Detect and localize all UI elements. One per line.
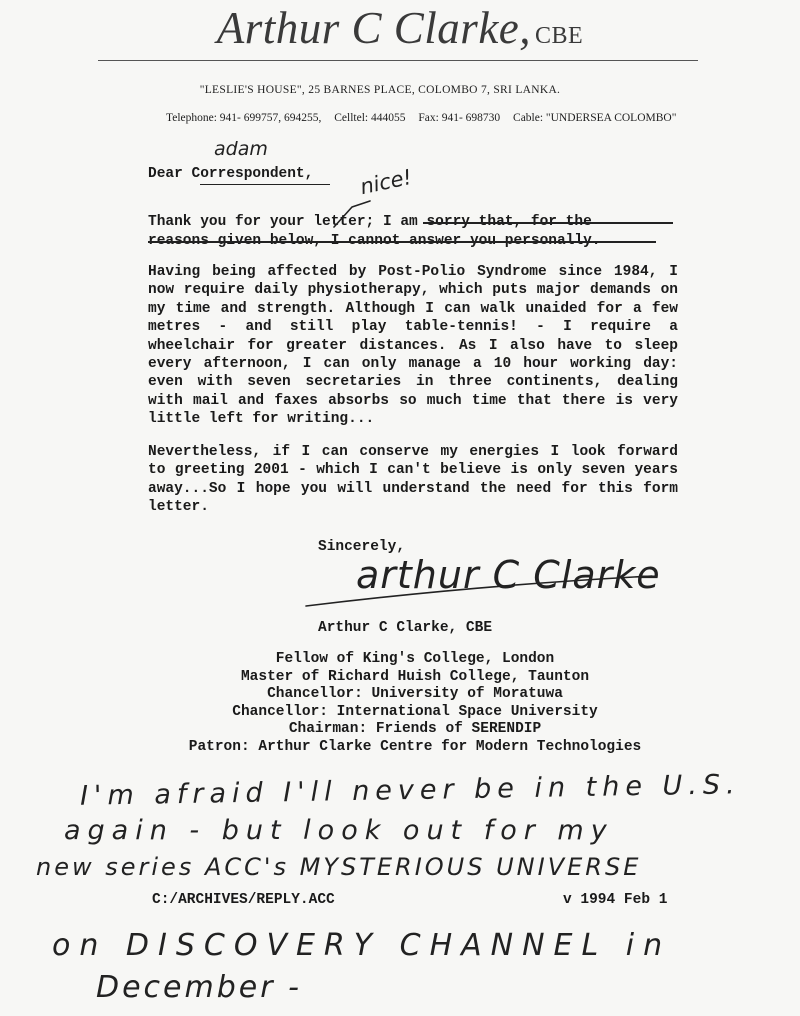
cable: Cable: "UNDERSEA COLOMBO" (513, 112, 677, 124)
opening-struck-1: I am sorry that, for the (382, 214, 592, 230)
signature-name: Arthur C Clarke, CBE (318, 620, 493, 636)
letterhead-contact (166, 112, 686, 124)
salutation (148, 166, 313, 182)
fax: Fax: 941- 698730 (418, 112, 501, 124)
opening-kept: Thank you for your letter; (148, 214, 375, 230)
telephone: Telephone: 941- 699757, 694255, (166, 112, 322, 124)
title-item: Master of Richard Huish College, Taunton (240, 668, 590, 685)
handwritten-note-line-4: on DISCOVERY CHANNEL in (52, 928, 672, 963)
strike-line-1 (423, 222, 673, 224)
closing: Sincerely, (318, 539, 406, 555)
body-paragraph-2 (148, 443, 678, 517)
letterhead-name (0, 2, 800, 54)
handwritten-note-line-3: new series ACC's MYSTERIOUS UNIVERSE (36, 853, 642, 881)
titles-list (150, 651, 680, 756)
title-item: Patron: Arthur Clarke Centre for Modern Technologies (188, 738, 642, 755)
handwritten-signature: arthur C Clarke (356, 553, 661, 597)
letterhead-divider (98, 60, 698, 61)
title-item: Chancellor: University of Moratuwa (267, 686, 563, 702)
title-item: Fellow of King's College, London (275, 651, 555, 667)
title-item: Chancellor: International Space University (232, 703, 598, 720)
celltel: Celltel: 444055 (334, 112, 406, 124)
footer-version-date: v 1994 Feb 1 (563, 892, 668, 908)
footer-file-path: C:/ARCHIVES/REPLY.ACC (152, 892, 335, 908)
signature-flourish-icon (300, 572, 660, 612)
opening-struck-2: reasons given below, I cannot answer you personally. (148, 233, 601, 249)
handwritten-note-line-2: again - but look out for my (64, 815, 614, 846)
handwritten-note-line-5: December - (96, 970, 302, 1005)
title-item: Chairman: Friends of SERENDIP (288, 721, 542, 737)
letterhead-name-text: Arthur C Clarke, (216, 3, 532, 53)
letterhead-address: "LESLIE'S HOUSE", 25 BARNES PLACE, COLOMBO 7, SRI LANKA. (199, 84, 561, 96)
insert-caret-icon (330, 195, 380, 235)
body-paragraph-1 (148, 263, 678, 429)
handwritten-name-correction: adam (214, 138, 268, 160)
salutation-prefix: Dear (148, 166, 183, 182)
salutation-word: Correspondent, (191, 166, 314, 182)
handwritten-insert: nice! (358, 164, 414, 200)
strike-line-2 (148, 241, 656, 243)
paragraph-2-text: Nevertheless, if I can conserve my energies I look forward to greeting 2001 - which I can't believe is only seven years away...So I hope you will understand the need for this form letter. (148, 444, 678, 516)
salutation-underline (200, 184, 330, 185)
handwritten-note-line-1: I'm afraid I'll never be in the U.S. (79, 769, 741, 812)
letterhead-honor: CBE (535, 23, 584, 49)
paragraph-1-text: Having being affected by Post-Polio Syndrome since 1984, I now require daily physiotherapy, which puts major demands on my time and strength. Although I can walk unaided for a few metres - and still play table-tennis! - I require a wheelchair for greater distances. As I also have to sleep every afternoon, I can only manage a 10 hour working day: even with seven secretaries in three continents, dealing with mail and faxes absorbs so much time that there is very little left for writing... (148, 264, 678, 428)
